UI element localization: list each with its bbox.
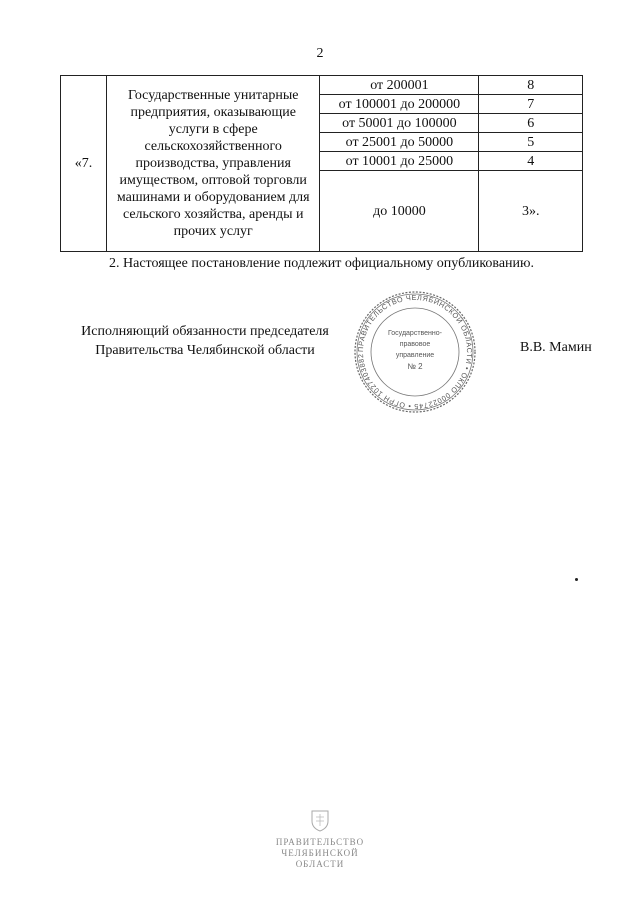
seal-line4: № 2	[407, 362, 423, 371]
publication-clause: 2. Настоящее постановление подлежит официальному опубликованию.	[109, 256, 534, 271]
signer-title-line2: Правительства Челябинской области	[95, 343, 315, 358]
footer-emblem-block	[260, 808, 380, 868]
group-cell: 6	[479, 114, 583, 133]
revenue-cell: до 10000	[320, 171, 479, 252]
signer-name: В.В. Мамин	[520, 340, 592, 355]
signer-title	[60, 322, 350, 360]
seal-graphic	[345, 290, 485, 415]
emblem-icon	[309, 808, 331, 832]
revenue-cell: от 10001 до 25000	[320, 152, 479, 171]
stray-dot	[575, 578, 578, 581]
seal-outer-text: ПРАВИТЕЛЬСТВО ЧЕЛЯБИНСКОЙ ОБЛАСТИ • ОКПО 00022745 • ОГРН 1027403882	[355, 292, 475, 412]
revenue-cell: от 50001 до 100000	[320, 114, 479, 133]
item-description: Государственные унитарные предприятия, оказывающие услуги в сфере сельскохозяйственного производства, управления имуществом, оптовой торговли машинами и оборудованием для сельского хозяйства, аренды и прочих услуг	[107, 76, 320, 252]
footer-line2: ЧЕЛЯБИНСКОЙ ОБЛАСТИ	[281, 848, 359, 869]
footer-line1: ПРАВИТЕЛЬСТВО	[275, 837, 365, 847]
seal-line3: управление	[395, 352, 435, 359]
group-cell: 3».	[479, 171, 583, 252]
group-cell: 5	[479, 133, 583, 152]
page-number: 2	[316, 46, 324, 61]
seal-line1: Государственно-	[387, 330, 443, 337]
official-seal	[345, 290, 485, 415]
signer-title-line1: Исполняющий обязанности председателя	[81, 324, 329, 339]
group-cell: 8	[479, 76, 583, 95]
group-cell: 7	[479, 95, 583, 114]
revenue-cell: от 25001 до 50000	[320, 133, 479, 152]
revenue-cell: от 100001 до 200000	[320, 95, 479, 114]
item-number: «7.	[61, 76, 107, 252]
grade-table	[60, 75, 583, 252]
revenue-cell: от 200001	[320, 76, 479, 95]
seal-line2: правовое	[399, 341, 431, 348]
group-cell: 4	[479, 152, 583, 171]
table-row	[61, 76, 583, 95]
